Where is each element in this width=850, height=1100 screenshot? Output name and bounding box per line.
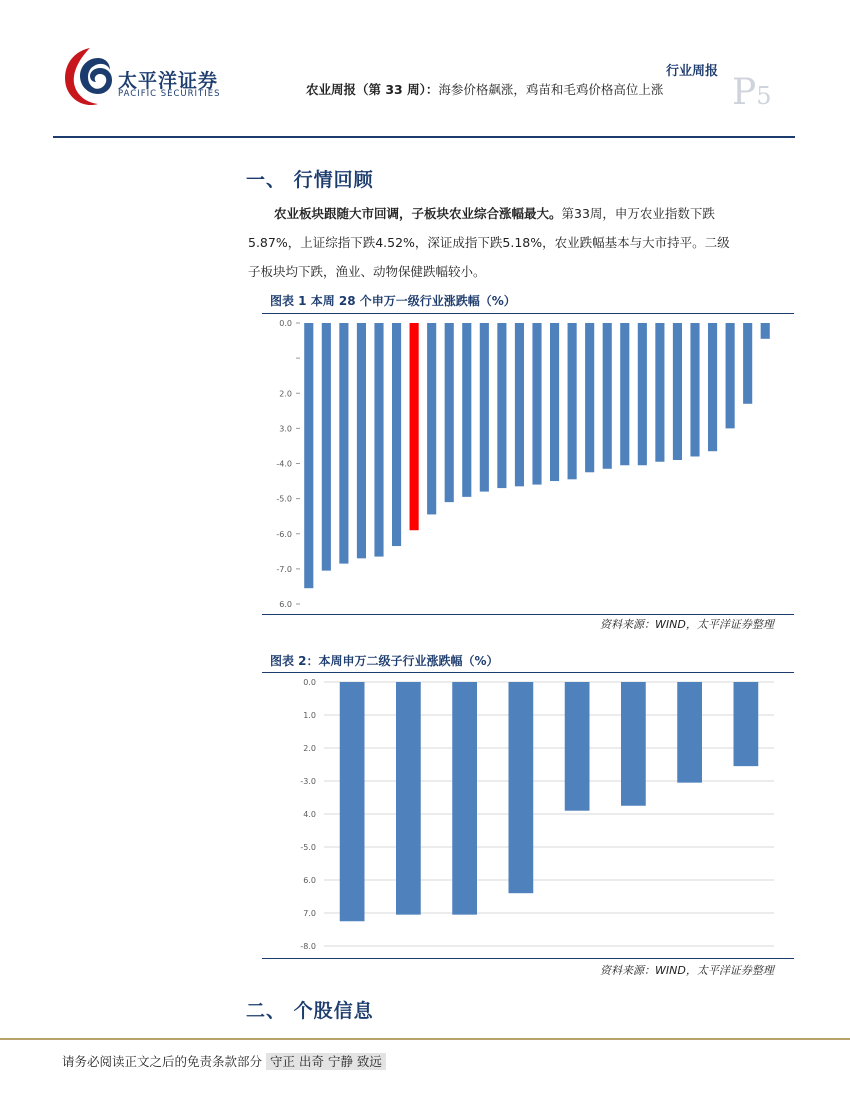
figure1-chart	[262, 314, 794, 614]
chart1-bar	[761, 323, 770, 339]
para-line-1	[248, 199, 794, 228]
chart1-bar	[462, 323, 471, 497]
chart1-bar	[743, 323, 752, 404]
chart1-bar	[374, 323, 383, 557]
chart2-bar	[452, 682, 477, 915]
figure1-source: 资料来源：WIND，太平洋证券整理	[600, 618, 774, 631]
report-title-bold: 农业周报（第 33 周）：	[306, 82, 439, 97]
chart2-bar	[396, 682, 421, 915]
y-tick-label: 6.0	[303, 876, 316, 885]
chart1-bar	[497, 323, 506, 488]
chart2-bar	[621, 682, 646, 806]
logo-cn-text: 太平洋证券	[118, 70, 219, 92]
y-tick-label: 7.0	[303, 909, 316, 918]
chart1-bar	[638, 323, 647, 465]
y-tick-label: -6.0	[276, 529, 292, 539]
chart1-bar	[708, 323, 717, 451]
y-tick-label: -4.0	[276, 459, 292, 469]
chart1-bar	[392, 323, 401, 546]
chart1-bar	[655, 323, 664, 462]
chart1-bar	[585, 323, 594, 472]
header-rule	[53, 136, 795, 138]
figure1-title: 图表 1 本周 28 个申万一级行业涨跌幅（%）	[270, 294, 516, 308]
chart1-bar	[322, 323, 331, 571]
chart1-bar	[620, 323, 629, 465]
y-tick-label: -5.0	[276, 494, 292, 504]
chart1-bar	[480, 323, 489, 492]
chart1-bar	[515, 323, 524, 486]
footer-disclaimer: 请务必阅读正文之后的免责条款部分	[62, 1054, 263, 1069]
section2-heading: 二、 个股信息	[246, 1000, 374, 1022]
page-number	[732, 72, 772, 113]
y-tick-label: 0.0	[303, 678, 316, 687]
figure2-source: 资料来源：WIND，太平洋证券整理	[600, 964, 774, 977]
para-line-2: 5.87%，上证综指下跌4.52%，深证成指下跌5.18%，农业跌幅基本与大市持平。二级	[248, 235, 730, 250]
chart1-bar	[339, 323, 348, 564]
chart2-bar	[340, 682, 365, 921]
figure2-chart	[262, 673, 794, 958]
chart2-bar	[509, 682, 534, 893]
section1-heading: 一、 行情回顾	[246, 169, 374, 191]
para-line-1-rest: 第33周，申万农业指数下跌	[561, 206, 715, 221]
logo-en-text: PACIFIC SECURITIES	[118, 89, 221, 99]
y-tick-label: 2.0	[303, 744, 316, 753]
chart2-bar	[677, 682, 702, 783]
report-title-rest: 海参价格飙涨，鸡苗和毛鸡价格高位上涨	[438, 82, 664, 97]
chart2-bar	[734, 682, 759, 766]
chart1-bar	[445, 323, 454, 502]
y-tick-label: 6.0	[279, 600, 292, 609]
chart1-bar	[603, 323, 612, 469]
chart1-bar	[673, 323, 682, 460]
y-tick-label: 0.0	[279, 319, 292, 328]
y-tick-label: 1.0	[303, 711, 316, 720]
chart1-bar	[304, 323, 313, 588]
header	[0, 0, 850, 140]
chart2-bar	[565, 682, 590, 811]
para-line-3: 子板块均下跌，渔业、动物保健跌幅较小。	[248, 264, 486, 279]
chart1-bar	[690, 323, 699, 456]
y-tick-label: -8.0	[300, 942, 316, 951]
page-digit: 5	[756, 82, 772, 110]
chart1-bar	[726, 323, 735, 428]
y-tick-label: -3.0	[300, 777, 316, 786]
chart1-bar	[357, 323, 366, 558]
figure1-bottom-rule	[262, 614, 794, 615]
footer-motto: 守正 出奇 宁静 致远	[266, 1053, 386, 1070]
chart1-bar	[410, 323, 419, 530]
chart1-bar	[532, 323, 541, 485]
page-letter: P	[732, 72, 757, 113]
y-tick-label: -5.0	[300, 843, 316, 852]
chart1-bar	[550, 323, 559, 481]
footer-rule	[0, 1038, 850, 1040]
figure2-bottom-rule	[262, 958, 794, 959]
chart1-bar	[568, 323, 577, 479]
y-tick-label: 2.0	[279, 389, 292, 399]
chart1-bar	[427, 323, 436, 514]
figure2-title: 图表 2：本周申万二级子行业涨跌幅（%）	[270, 654, 499, 668]
section1-paragraph	[248, 199, 794, 286]
para-bold-lead: 农业板块跟随大市回调，子板块农业综合涨幅最大。	[274, 206, 562, 221]
y-tick-label: -7.0	[276, 564, 292, 574]
y-tick-label: 3.0	[279, 424, 292, 434]
report-title	[306, 80, 663, 98]
report-type-label: 行业周报	[666, 64, 719, 79]
y-tick-label: 4.0	[303, 810, 316, 819]
footer	[62, 1052, 386, 1070]
company-logo-icon	[60, 44, 116, 110]
